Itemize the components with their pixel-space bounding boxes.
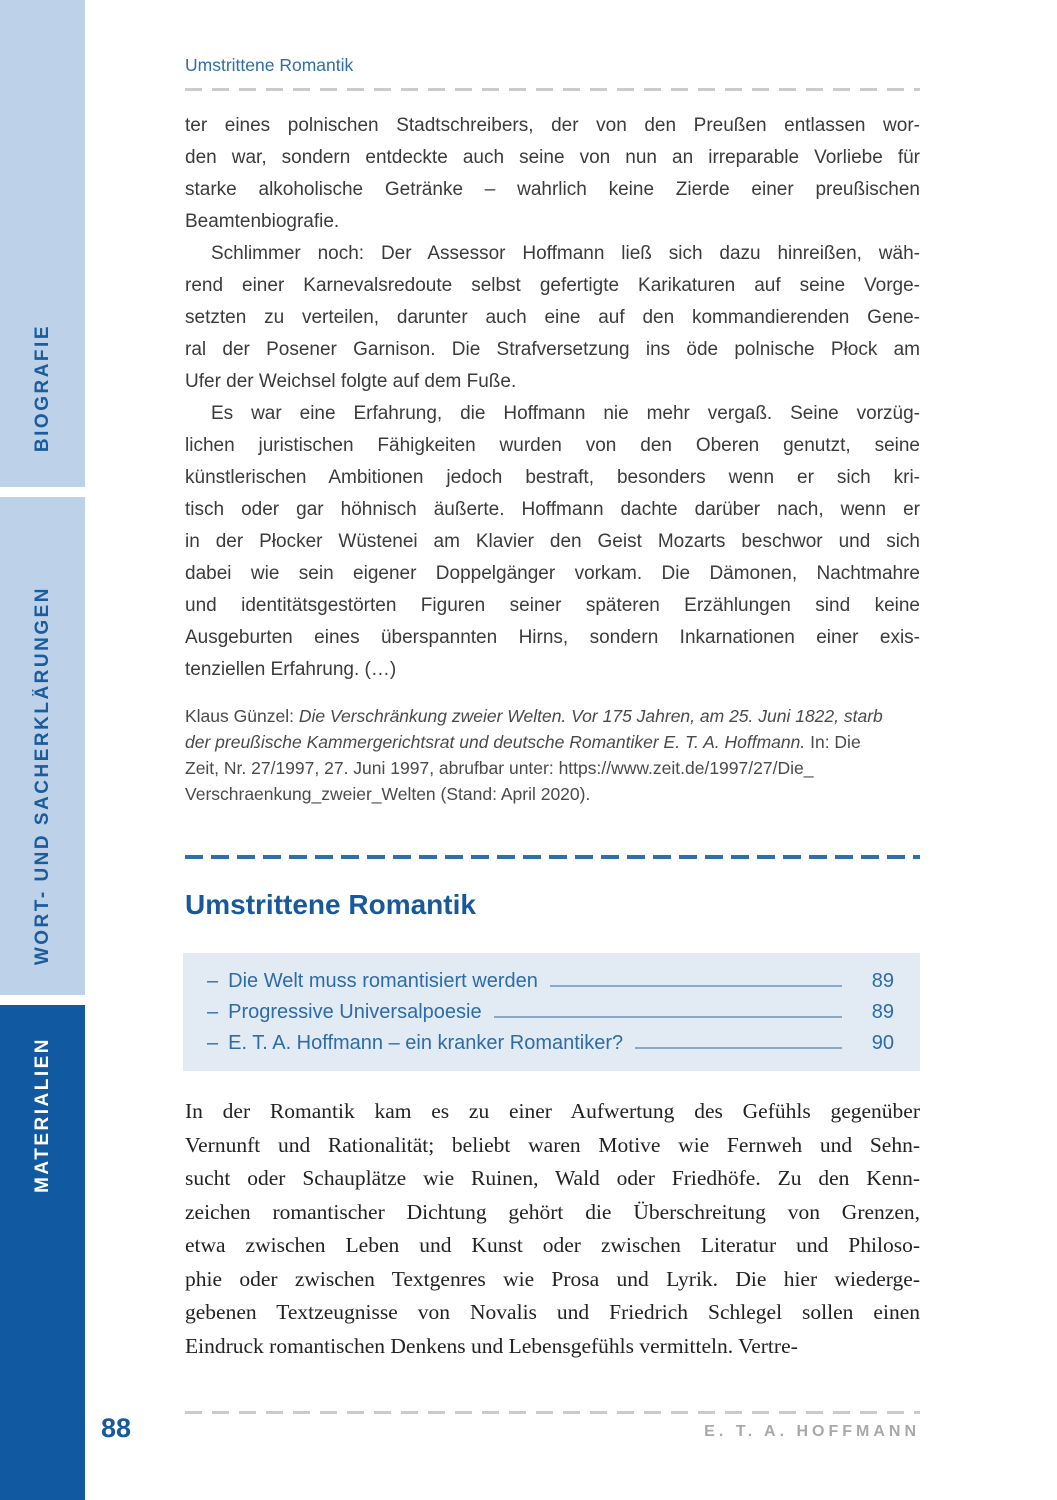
citation-line: [185, 729, 920, 755]
sidebar-tab-biografie-label: BIOGRAFIE: [31, 323, 53, 452]
section-dashed-divider: [185, 855, 920, 859]
citation-text: Zeit, Nr. 27/1997, 27. Juni 1997, abrufbar unter: https://www.zeit.de/1997/27/Die_: [185, 758, 814, 778]
toc-leader-line: [494, 1016, 842, 1018]
intro-line: gebenen Textzeugnisse von Novalis und Friedrich Schlegel sollen einen: [185, 1300, 920, 1324]
citation-title-italic: der preußische Kammergerichtsrat und deutsche Romantiker E. T. A. Hoffmann.: [185, 732, 806, 752]
intro-line: Eindruck romantischen Denkens und Lebensgefühls vermitteln. Vertre-: [185, 1333, 798, 1358]
excerpt-text-block: [185, 110, 920, 686]
footer-book-title: E. T. A. HOFFMANN: [704, 1423, 920, 1440]
toc-entry[interactable]: [207, 1028, 894, 1059]
citation-line: [185, 755, 920, 781]
intro-line: sucht oder Schauplätze wie Ruinen, Wald oder Friedhöfe. Zu den Kenn-: [185, 1166, 920, 1190]
excerpt-line: Es war eine Erfahrung, die Hoffmann nie mehr vergaß. Seine vorzüg-: [211, 403, 920, 424]
intro-line: In der Romantik kam es zu einer Aufwertung des Gefühls gegenüber: [185, 1099, 920, 1123]
sidebar-tab-biografie[interactable]: [0, 0, 85, 487]
toc-entry-dash: –: [207, 1001, 219, 1023]
excerpt-line: setzten zu verteilen, darunter auch eine auf den kommandierenden Gene-: [185, 307, 920, 328]
intro-line: etwa zwischen Leben und Kunst oder zwischen Literatur und Philoso-: [185, 1233, 920, 1257]
toc-box: [183, 953, 920, 1071]
excerpt-line: ter eines polnischen Stadtschreibers, der von den Preußen entlassen wor-: [185, 115, 920, 136]
section-title: Umstrittene Romantik: [185, 889, 476, 920]
citation-text: In: Die: [805, 732, 861, 752]
toc-entry-dash: –: [207, 1032, 219, 1054]
excerpt-line: Schlimmer noch: Der Assessor Hoffmann ließ sich dazu hinreißen, wäh-: [211, 243, 920, 264]
citation-block: [185, 703, 920, 807]
excerpt-line: Beamtenbiografie.: [185, 211, 340, 232]
intro-paragraph: [185, 1095, 920, 1363]
content-column: [185, 0, 920, 1500]
running-header: Umstrittene Romantik: [185, 55, 354, 75]
citation-line: [185, 781, 920, 807]
excerpt-line: dabei wie sein eigener Doppelgänger vorkam. Die Dämonen, Nachtmahre: [185, 563, 920, 584]
excerpt-line: Ufer der Weichsel folgte auf dem Fuße.: [185, 371, 517, 392]
toc-entry-label: Die Welt muss romantisiert werden: [228, 970, 538, 992]
intro-line: phie oder zwischen Textgenres wie Prosa und Lyrik. Die hier wiederge-: [185, 1266, 920, 1291]
excerpt-line: ral der Posener Garnison. Die Strafversetzung ins öde polnische Płock am: [185, 339, 920, 360]
excerpt-line: lichen juristischen Fähigkeiten wurden von den Oberen genutzt, seine: [185, 435, 920, 456]
excerpt-line: tenziellen Erfahrung. (…): [185, 659, 397, 680]
citation-text: Klaus Günzel:: [185, 706, 299, 726]
excerpt-line: den war, sondern entdeckte auch seine von nun an irreparable Vorliebe für: [185, 147, 920, 168]
citation-line: [185, 703, 920, 729]
toc-leader-line: [550, 985, 842, 987]
intro-line: zeichen romantischer Dichtung gehört die Überschreitung von Grenzen,: [185, 1199, 920, 1224]
toc-entry-dash: –: [207, 970, 219, 992]
toc-entry[interactable]: [207, 997, 894, 1028]
toc-page-number: 89: [871, 970, 894, 992]
header-dashed-divider: [185, 88, 920, 91]
toc-leader-line: [635, 1047, 842, 1049]
footer-dashed-divider: [185, 1411, 920, 1414]
toc-page-number: 90: [871, 1032, 894, 1054]
sidebar-tab-materialien-active[interactable]: [0, 1005, 85, 1500]
sidebar-tab-wort-und-sacherklaerungen[interactable]: [0, 497, 85, 995]
citation-title-italic: Die Verschränkung zweier Welten. Vor 175 Jahren, am 25. Juni 1822, starb: [298, 706, 883, 726]
excerpt-line: Ausgeburten eines überspannten Hirns, sondern Inkarnationen einer exis-: [185, 627, 920, 648]
toc-entry-label: E. T. A. Hoffmann – ein kranker Romantiker?: [228, 1032, 624, 1054]
footer-page-number: 88: [101, 1413, 132, 1443]
excerpt-line: starke alkoholische Getränke – wahrlich keine Zierde einer preußischen: [185, 179, 920, 200]
citation-text: Verschraenkung_zweier_Welten (Stand: April 2020).: [185, 784, 591, 804]
toc-page-number: 89: [871, 1001, 894, 1023]
intro-line: Vernunft und Rationalität; beliebt waren Motive wie Fernweh und Sehn-: [185, 1132, 920, 1157]
excerpt-line: in der Płocker Wüstenei am Klavier den Geist Mozarts beschwor und sich: [185, 531, 920, 552]
sidebar-tab-materialien-label: MATERIALIEN: [31, 1037, 53, 1193]
excerpt-line: tisch oder gar höhnisch äußerte. Hoffmann dachte darüber nach, wenn er: [185, 499, 920, 520]
excerpt-line: und identitätsgestörten Figuren seiner späteren Erzählungen sind keine: [185, 595, 920, 616]
toc-entry[interactable]: [207, 966, 894, 997]
excerpt-line: rend einer Karnevalsredoute selbst gefertigte Karikaturen auf seine Vorge-: [185, 275, 920, 296]
sidebar-tab-wort-label: WORT- UND SACHERKLÄRUNGEN: [31, 585, 53, 965]
excerpt-line: künstlerischen Ambitionen jedoch bestraft, besonders wenn er sich kri-: [185, 467, 920, 488]
toc-entry-label: Progressive Universalpoesie: [228, 1001, 482, 1023]
